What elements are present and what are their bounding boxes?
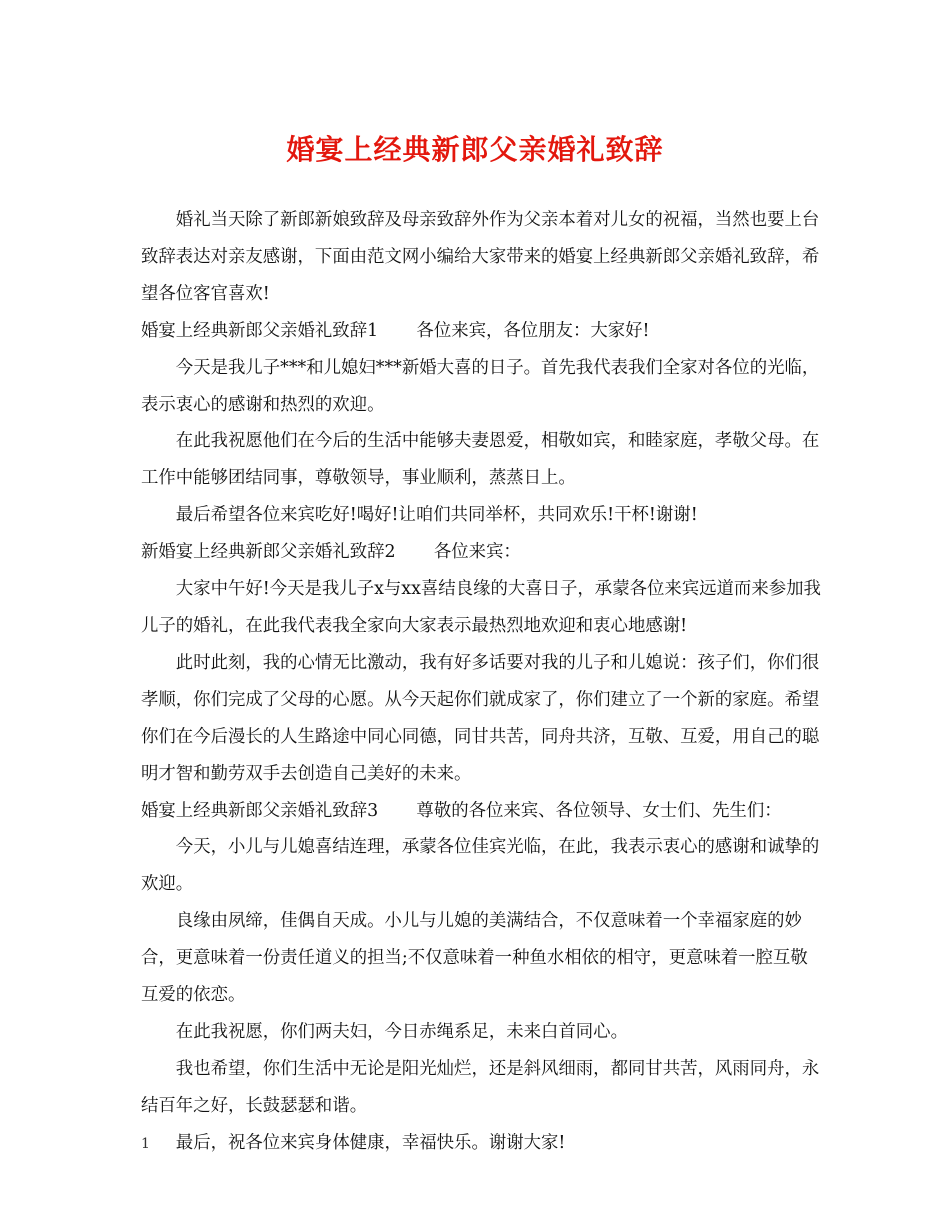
paragraph: 大家中午好!今天是我儿子x与xx喜结良缘的大喜日子，承蒙各位来宾远道而来参加我儿子的婚礼，在此我代表我全家向大家表示最热烈地欢迎和衷心地感谢! [141, 579, 821, 636]
paragraph: 在此我祝愿他们在今后的生活中能够夫妻恩爱，相敬如宾，和睦家庭，孝敬父母。在工作中能够团结同事，尊敬领导，事业顺利，蒸蒸日上。 [141, 431, 820, 489]
paragraph: 今天是我儿子***和儿媳妇***新婚大喜的日子。首先我代表我们全家对各位的光临，表示衷心的感谢和热烈的欢迎。 [141, 357, 820, 415]
speech-heading [141, 534, 825, 571]
speech-greeting: 各位来宾，各位朋友：大家好! [416, 320, 650, 341]
document-title: 婚宴上经典新郎父亲婚礼致辞 [286, 133, 664, 166]
paragraph: 婚礼当天除了新郎新娘致辞及母亲致辞外作为父亲本着对儿女的祝福，当然也要上台致辞表达对亲友感谢，下面由范文网小编给大家带来的婚宴上经典新郎父亲婚礼致辞，希望各位客官喜欢! [141, 210, 820, 304]
speech-greeting: 尊敬的各位来宾、各位领导、女士们、先生们： [416, 800, 782, 821]
paragraph: 今天，小儿与儿媳喜结连理，承蒙各位佳宾光临，在此，我表示衷心的感谢和诚挚的欢迎。 [141, 837, 820, 895]
speech-heading [141, 313, 825, 350]
speech-greeting: 各位来宾： [433, 542, 521, 563]
speech-title: 婚宴上经典新郎父亲婚礼致辞3 [141, 800, 379, 821]
paragraph: 我也希望，你们生活中无论是阳光灿烂，还是斜风细雨，都同甘共苦，风雨同舟，永结百年之好，长鼓瑟瑟和谐。 [141, 1058, 820, 1116]
paragraph: 在此我祝愿，你们两夫妇，今日赤绳系足，未来白首同心。 [175, 1021, 628, 1042]
paragraph: 良缘由夙缔，佳偶自天成。小儿与儿媳的美满结合，不仅意味着一个幸福家庭的妙合，更意味着一份责任道义的担当;不仅意味着一种鱼水相依的相守，更意味着一腔互敬互爱的依恋。 [141, 911, 808, 1006]
document-body [141, 202, 825, 1162]
paragraph: 最后，祝各位来宾身体健康，幸福快乐。谢谢大家! [175, 1132, 566, 1153]
speech-title: 婚宴上经典新郎父亲婚礼致辞1 [141, 320, 379, 341]
page-number: 1 [141, 1136, 150, 1152]
paragraph: 此时此刻，我的心情无比激动，我有好多话要对我的儿子和儿媳说：孩子们，你们很孝顺，你们完成了父母的心愿。从今天起你们就成家了，你们建立了一个新的家庭。希望你们在今后漫长的人生路途中同心同德，同甘共苦，同舟共济，互敬、互爱，用自己的聪明才智和勤劳双手去创造自己美好的未来。 [141, 652, 820, 784]
speech-heading [141, 793, 825, 830]
speech-title: 新婚宴上经典新郎父亲婚礼致辞2 [141, 542, 396, 563]
paragraph: 最后希望各位来宾吃好!喝好!让咱们共同举杯，共同欢乐!干杯!谢谢! [175, 505, 698, 526]
